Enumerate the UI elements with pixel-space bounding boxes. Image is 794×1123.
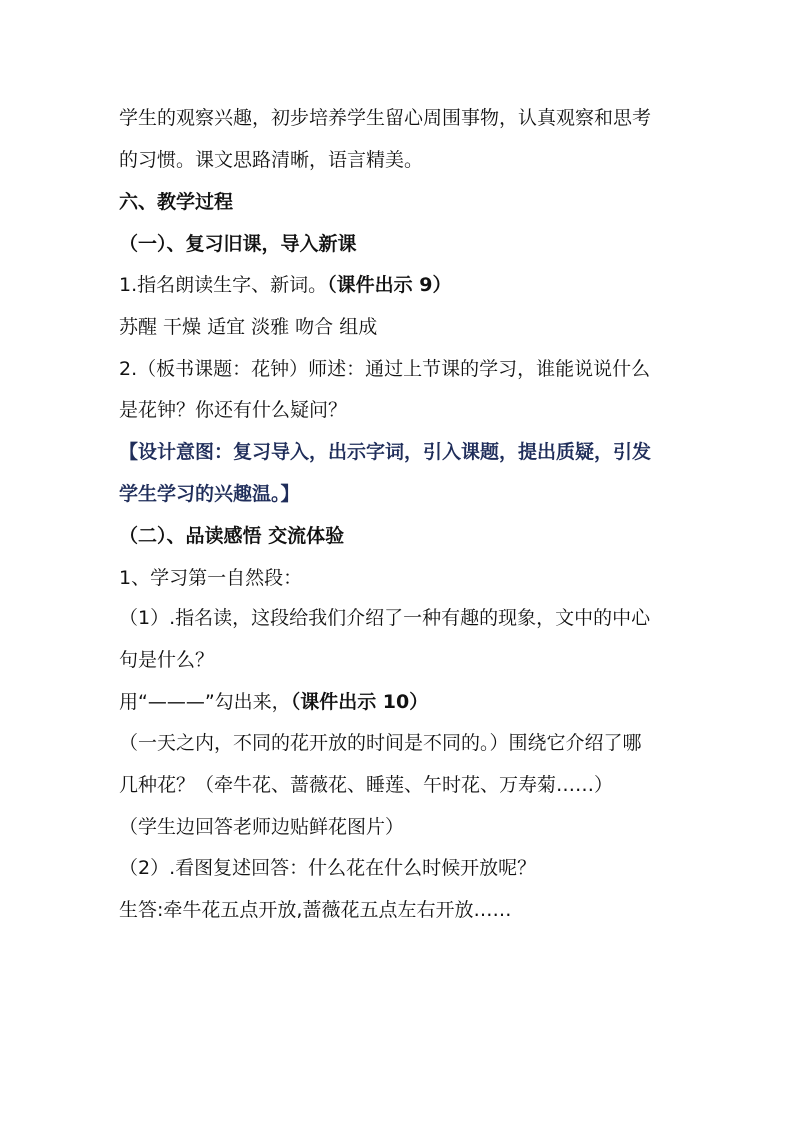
paragraph-line: 是花钟？你还有什么疑问？ xyxy=(119,399,348,421)
instruction-text: 用“———”勾出来， xyxy=(119,691,291,713)
courseware-note: （课件出示 9） xyxy=(327,274,452,296)
paragraph-line: （1）.指名读，这段给我们介绍了一种有趣的现象，文中的中心 xyxy=(119,607,651,629)
courseware-note: （课件出示 10） xyxy=(290,691,429,713)
design-intent-line: 【设计意图：复习导入，出示字词，引入课题，提出质疑，引发 xyxy=(119,441,652,463)
word-list: 苏醒 干燥 适宜 淡雅 吻合 组成 xyxy=(119,316,378,338)
paragraph-line: 的习惯。课文思路清晰，语言精美。 xyxy=(119,149,424,171)
paragraph-line: 生答:牵牛花五点开放,蔷薇花五点左右开放…… xyxy=(119,899,512,921)
design-intent-line: 学生学习的兴趣温。】 xyxy=(119,483,300,505)
paragraph-line xyxy=(119,273,451,297)
subsection-heading: （二）、品读感悟 交流体验 xyxy=(119,525,345,547)
paragraph-line: 2.（板书课题：花钟）师述：通过上节课的学习，谁能说说什么 xyxy=(119,358,651,380)
paragraph-line: （2）.看图复述回答：什么花在什么时候开放呢？ xyxy=(119,857,537,879)
paragraph-line: 学生的观察兴趣，初步培养学生留心周围事物，认真观察和思考 xyxy=(119,107,652,129)
section-heading: 六、教学过程 xyxy=(119,191,234,213)
paragraph-line: 1、学习第一自然段： xyxy=(119,567,303,589)
paragraph-line: （一天之内，不同的花开放的时间是不同的。）围绕它介绍了哪 xyxy=(119,732,642,754)
paragraph-line xyxy=(119,690,428,714)
subsection-heading: （一）、复习旧课，导入新课 xyxy=(119,233,357,255)
paragraph-line: 句是什么？ xyxy=(119,649,215,671)
step-text: 1.指名朗读生字、新词。 xyxy=(119,274,328,296)
paragraph-line: （学生边回答老师边贴鲜花图片） xyxy=(119,816,405,838)
paragraph-line: 几种花？（牵牛花、蔷薇花、睡莲、午时花、万寿菊……） xyxy=(119,774,614,796)
